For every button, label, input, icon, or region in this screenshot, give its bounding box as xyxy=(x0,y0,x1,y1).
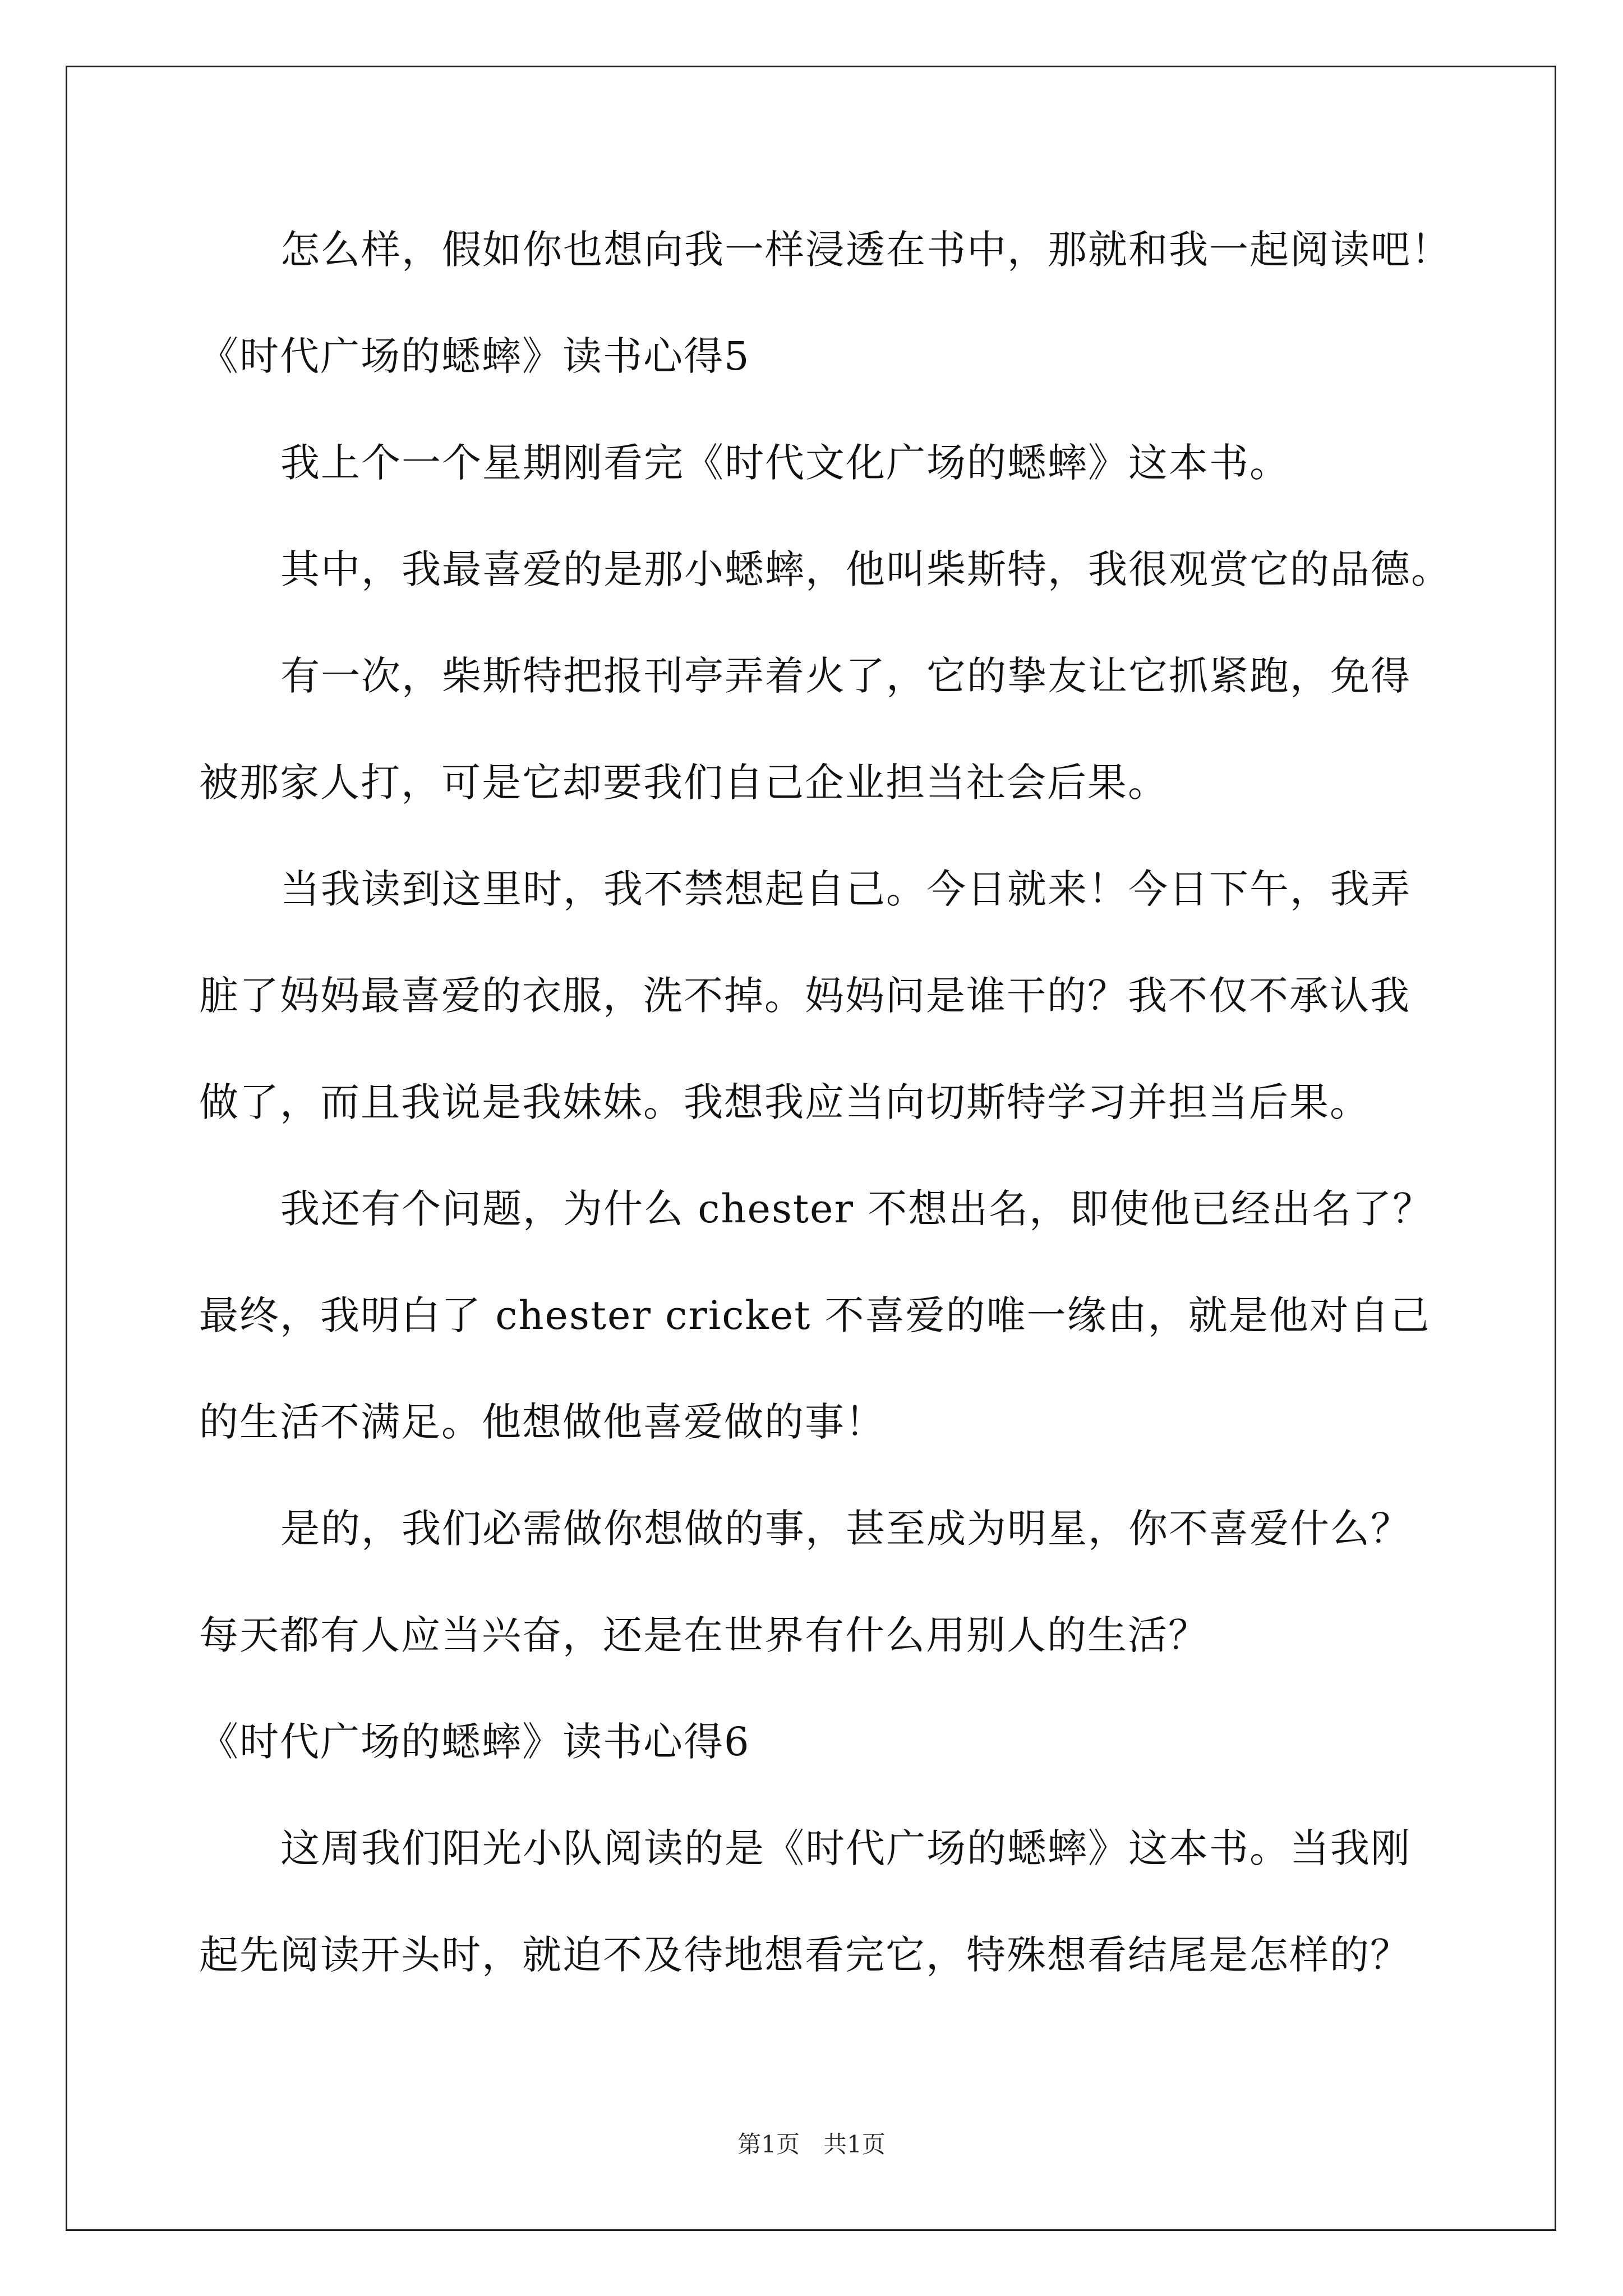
paragraph-line: 其中，我最喜爱的是那小蟋蟀，他叫柴斯特，我很观赏它的品德。 xyxy=(280,546,1451,592)
paragraph-line: 我还有个问题，为什么 chester 不想出名，即使他已经出名了？ xyxy=(280,1186,1433,1232)
section-heading: 《时代广场的蟋蟀》读书心得6 xyxy=(199,1719,750,1765)
paragraph-line: 是的，我们必需做你想做的事，甚至成为明星，你不喜爱什么？ xyxy=(280,1506,1411,1552)
page-border xyxy=(66,66,1556,2231)
paragraph-line: 的生活不满足。他想做他喜爱做的事！ xyxy=(199,1399,886,1445)
paragraph-line: 最终，我明白了 chester cricket 不喜爱的唯一缘由，就是他对自己 xyxy=(199,1292,1431,1338)
paragraph-line: 被那家人打，可是它却要我们自己企业担当社会后果。 xyxy=(199,760,1168,806)
paragraph-line: 脏了妈妈最喜爱的衣服，洗不掉。妈妈问是谁干的？我不仅不承认我 xyxy=(199,973,1410,1019)
page-footer: 第1页 共1页 xyxy=(737,2131,886,2158)
paragraph-line: 每天都有人应当兴奋，还是在世界有什么用别人的生活？ xyxy=(199,1612,1209,1658)
paragraph-line: 我上个一个星期刚看完《时代文化广场的蟋蟀》这本书。 xyxy=(280,440,1290,486)
paragraph-line: 当我读到这里时，我不禁想起自己。今日就来！今日下午，我弄 xyxy=(280,866,1411,912)
paragraph-line: 起先阅读开头时，就迫不及待地想看完它，特殊想看结尾是怎样的？ xyxy=(199,1932,1410,1978)
paragraph-line: 怎么样，假如你也想向我一样浸透在书中，那就和我一起阅读吧！ xyxy=(280,227,1451,273)
paragraph-line: 做了，而且我说是我妹妹。我想我应当向切斯特学习并担当后果。 xyxy=(199,1079,1370,1125)
section-heading: 《时代广场的蟋蟀》读书心得5 xyxy=(199,333,750,379)
paragraph-line: 有一次，柴斯特把报刊亭弄着火了，它的挚友让它抓紧跑，免得 xyxy=(280,653,1411,699)
paragraph-line: 这周我们阳光小队阅读的是《时代广场的蟋蟀》这本书。当我刚 xyxy=(280,1825,1411,1871)
